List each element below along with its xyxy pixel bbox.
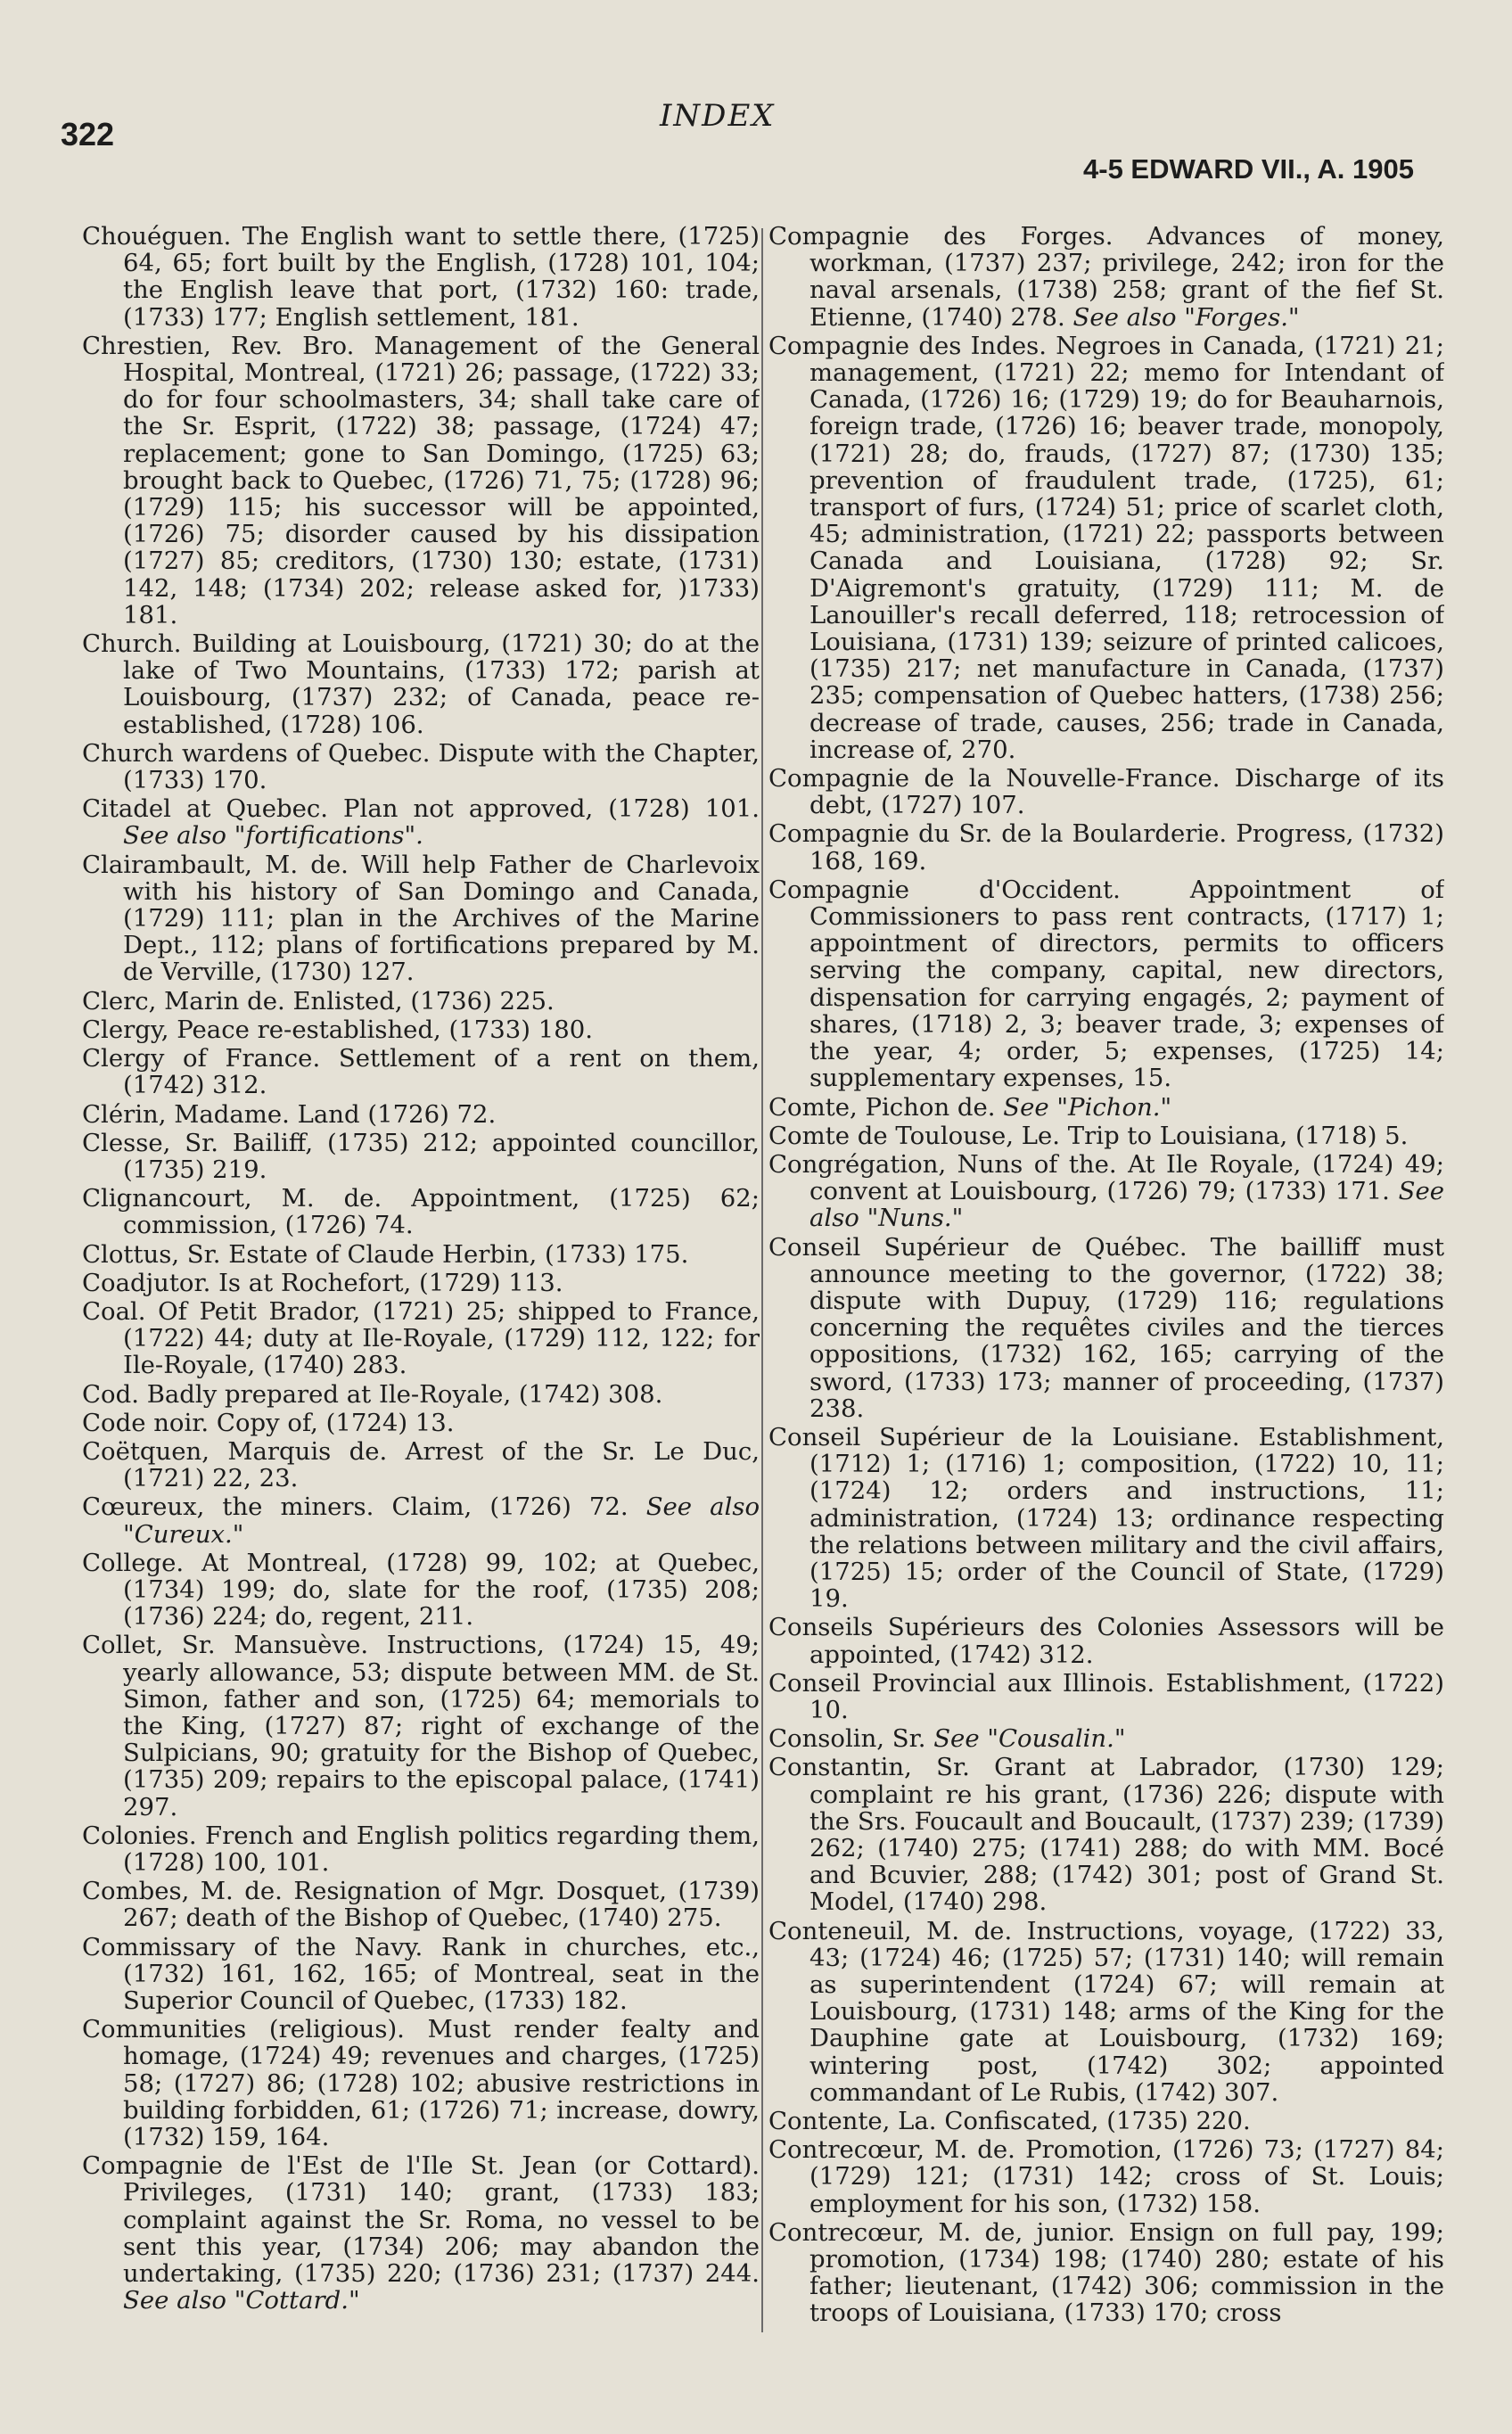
index-entry [768,1754,1444,1915]
index-entry [768,820,1444,874]
index-references: Estate of Claude Herbin, (1733) 175. [228,1239,689,1269]
index-references: Peace re-established, (1733) 180. [177,1015,593,1044]
index-references: Of Petit Brador, (1721) 25; shipped to France, (1722) 44; duty at Ile-Royale, (1729) 112, 122; for Ile-Royale, (1740) 283. [123,1296,760,1380]
index-term: Conseil Provincial aux Illinois. [768,1668,1155,1698]
index-entry [82,1045,760,1098]
index-term: Congrégation, Nuns of the. [768,1149,1117,1179]
index-term: Comte de Toulouse, Le. [768,1121,1061,1150]
index-references: Is at Rochefort, (1729) 113. [218,1268,563,1297]
see-also-reference: See also "Nuns." [809,1177,1444,1233]
index-term: Clérin, Madame. [82,1099,290,1129]
index-references: French and English politics regarding them, (1728) 100, 101. [123,1821,760,1877]
see-also-reference: See "Cousalin." [933,1724,1126,1754]
index-term: Contente, La. [768,2107,937,2136]
index-column-right [768,223,1444,2389]
index-term: Conseil Supérieur de la Louisiane. [768,1422,1240,1451]
index-entry [82,333,760,629]
index-entry [768,876,1444,1092]
index-term: Clerc, Marin de. [82,986,285,1016]
index-entry [82,630,760,738]
index-term: Communities (religious). [82,2015,405,2044]
see-also-reference: See "Pichon." [1003,1092,1172,1122]
index-references: Progress, (1732) 168, 169. [809,819,1444,876]
index-references: Settlement of a rent on them, (1742) 312. [123,1044,760,1100]
index-term: Contrecœur, M. de, junior. [768,2217,1115,2247]
index-entry [82,1878,760,1931]
index-entry [82,1934,760,2015]
index-entry [768,1918,1444,2106]
index-references: Assessors will be appointed, (1742) 312. [809,1613,1444,1669]
index-entry [768,1614,1444,1667]
index-references: Grant at Labrador, (1730) 129; complaint re his grant, (1736) 226; dispute with the Srs. Foucault and Boucault, (1737) 239; (1739) 262; (1740) 275; (1741) 288; do with MM. Bocé and Bcuvier, 288; (1742) 301; post of Grand St. Model, (1740) 298. [809,1753,1444,1917]
index-term: Contrecœur, M. de. [768,2135,1015,2165]
running-head: INDEX [660,98,776,134]
index-term: Chouéguen. [82,223,232,251]
index-term: Clergy, [82,1015,169,1044]
index-references: Ensign on full pay, 199; promotion, (1734) 198; (1740) 280; estate of his father; lieutenant, (1742) 306; commission in the troops of Louisiana, (1733) 170; cross [809,2217,1444,2328]
index-entry [82,851,760,986]
index-entry [82,1101,760,1128]
index-entry [82,1270,760,1296]
index-term: Collet, Sr. Mansuève. [82,1631,369,1660]
index-term: Conseils Supérieurs des Colonies [768,1613,1204,1642]
index-entry [768,1725,1444,1752]
index-term: Coëtquen, Marquis de. [82,1436,388,1466]
index-term: Clignancourt, M. de. [82,1184,382,1213]
see-also-reference: See also "Cottard." [123,2286,360,2315]
see-also-reference: See also "fortifications". [123,821,423,851]
index-references: Management of the General Hospital, Montreal, (1721) 26; passage, (1722) 33; do for four schoolmasters, 34; shall take care of the Sr. Esprit, (1722) 38; passage, (1724) 47; replacement; gone to San Domingo, (1725) 63; brought back to Quebec, (1726) 71, 75; (1728) 96; (1729) 115; his successor will be appointed, (1726) 75; disorder caused by his dissipation (1727) 85; creditors, (1730) 130; estate, (1731) 142, 148; (1734) 202; release asked for, )1733) 181. [123,331,760,629]
index-entry [768,1151,1444,1232]
index-entry [82,223,760,331]
index-term: Cod. [82,1379,139,1409]
index-references: Dispute with the Chapter, (1733) 170. [123,738,760,795]
index-term: Cœureux, the miners. [82,1492,374,1522]
index-term: Clairambault, M. de. [82,850,349,879]
index-entry [768,765,1444,818]
edition-line: 4-5 EDWARD VII., A. 1905 [1083,153,1414,185]
index-references: Copy of, (1724) 13. [216,1408,455,1437]
index-term: Code noir. [82,1408,210,1437]
index-term: Coal. [82,1296,146,1326]
index-entry [82,988,760,1015]
index-references: Arrest of the Sr. Le Duc, (1721) 22, 23. [123,1436,760,1493]
index-entry [768,333,1444,763]
index-term: Combes, M. de. [82,1877,283,1906]
index-term: Compagnie des Indes. [768,331,1047,360]
page-number: 322 [61,116,115,152]
index-entry [82,1241,760,1268]
index-term: Commissary of the Navy. [82,1932,423,1961]
index-entry [82,2016,760,2150]
index-entry [768,1094,1444,1121]
index-entry [82,1130,760,1183]
index-term: Compagnie de la Nouvelle-France. [768,764,1220,794]
index-entry [82,1410,760,1436]
index-references: Plan not approved, (1728) 101. [343,794,760,824]
index-entry [82,1298,760,1379]
index-references: Advances of money, workman, (1737) 237; privilege, 242; iron for the naval arsenals, (1738) 258; grant of the fief St. Etienne, (1740) 278. [809,223,1444,332]
index-term: Compagnie de l'Est de l'Ile St. Jean (or Cottard). [82,2151,760,2181]
index-entry [768,2108,1444,2134]
index-references: Enlisted, (1736) 225. [292,986,555,1016]
index-term: Compagnie du Sr. de la Boularderie. [768,819,1228,849]
index-entry [82,1016,760,1043]
index-term: Church wardens of Quebec. [82,738,431,768]
index-references: Land (1726) 72. [297,1099,497,1129]
index-references: Building at Louisbourg, (1721) 30; do at the lake of Two Mountains, (1733) 172; parish at Louisbourg, (1737) 232; of Canada, peace re-established, (1728) 106. [123,629,760,739]
index-term: Compagnie des Forges. [768,223,1113,251]
index-references: Negroes in Canada, (1721) 21; management, (1721) 22; memo for Intendant of Canada, (1726) 16; (1729) 19; do for Beauharnois, foreign trade, (1726) 16; beaver trade, monopoly, (1721) 28; do, frauds, (1727) 87; (1730) 135; prevention of fraudulent trade, (1725), 61; transport of furs, (1724) 51; price of scarlet cloth, 45; administration, (1721) 22; passports between Canada and Louisiana, (1728) 92; Sr. D'Aigremont's gratuity, (1729) 111; M. de Lanouiller's recall deferred, 118; retrocession of Louisiana, (1731) 139; seizure of printed calicoes, (1735) 217; net manufacture in Canada, (1737) 235; compensation of Quebec hatters, (1738) 256; decrease of trade, causes, 256; trade in Canada, increase of, 270. [809,331,1444,764]
index-term: Chrestien, Rev. Bro. [82,331,355,360]
index-references: Privileges, (1731) 140; grant, (1733) 183; complaint against the Sr. Roma, no vessel to be sent this year, (1734) 206; may abandon the undertaking, (1735) 220; (1736) 231; (1737) 244. [123,2178,760,2289]
index-term: Conseil Supérieur de Québec. [768,1232,1187,1262]
index-references: Claim, (1726) 72. [391,1492,629,1522]
index-references: Establishment, (1722) 10. [809,1668,1444,1724]
column-divider [761,228,763,2332]
index-references: Trip to Louisiana, (1718) 5. [1067,1121,1409,1150]
see-also-reference: See also "Cureux." [123,1492,760,1549]
index-term: Comte, Pichon de. [768,1092,996,1122]
index-term: Citadel at Quebec. [82,794,329,824]
index-term: Clottus, Sr. [82,1239,221,1269]
index-entry [82,795,760,849]
index-references: Establishment, (1712) 1; (1716) 1; composition, (1722) 10, 11; (1724) 12; orders and instructions, 11; administration, (1724) 13; ordinance respecting the relations between military and the civil affairs, (1725) 15; order of the Council of State, (1729) 19. [809,1422,1444,1614]
index-term: Clergy of France. [82,1044,321,1073]
index-references: The bailliff must announce meeting to the governor, (1722) 38; dispute with Dupuy, (1729) 116; regulations concerning the requêtes civiles and the tierces oppositions, (1732) 162, 165; carrying of the sword, (1733) 173; manner of proceeding, (1737) 238. [809,1232,1444,1423]
index-entry [82,1438,760,1492]
see-also-reference: See also "Forges." [1072,302,1300,332]
index-term: College. [82,1548,185,1577]
index-references: Rank in churches, etc., (1732) 161, 162, 165; of Montreal, seat in the Superior Council of Quebec, (1733) 182. [123,1932,760,2015]
index-term: Clesse, Sr. [82,1128,218,1157]
index-entry [768,2219,1444,2327]
index-entry [768,1122,1444,1149]
index-entry [768,223,1444,331]
index-term: Conteneuil, M. de. [768,1916,1013,1945]
index-entry [768,2136,1444,2217]
index-references: At Ile Royale, (1724) 49; convent at Louisbourg, (1726) 79; (1733) 171. [809,1149,1444,1206]
index-entry [82,1822,760,1876]
index-entry [82,740,760,794]
index-references: The English want to settle there, (1725) 64, 65; fort built by the English, (1728) 101, 104; the English leave that port, (1732) 160: trade, (1733) 177; English settlement, 181. [123,223,760,332]
index-references: Resignation of Mgr. Dosquet, (1739) 267; death of the Bishop of Quebec, (1740) 275. [123,1877,760,1933]
index-column-left [82,223,760,2389]
index-entry [768,1670,1444,1723]
index-references: At Montreal, (1728) 99, 102; at Quebec, (1734) 199; do, slate for the roof, (1735) 208; (1736) 224; do, regent, 211. [123,1548,760,1632]
index-term: Church. [82,629,182,659]
index-entry [768,1424,1444,1612]
index-references: Badly prepared at Ile-Royale, (1742) 308. [146,1379,663,1409]
index-references: Will help Father de Charlevoix with his history of San Domingo and Canada, (1729) 111; plan in the Archives of the Marine Dept., 112; plans of fortifications prepared by M. de Verville, (1730) 127. [123,850,760,987]
index-references: Appointment, (1725) 62; commission, (1726) 74. [123,1184,760,1240]
index-term: Coadjutor. [82,1268,211,1297]
index-references: Must render fealty and homage, (1724) 49; revenues and charges, (1725) 58; (1727) 86; (1728) 102; abusive restrictions in building forbidden, 61; (1726) 71; increase, dowry, (1732) 159, 164. [123,2015,760,2152]
index-term: Constantin, Sr. [768,1753,970,1782]
index-entry [768,1234,1444,1422]
index-references: Appointment of Commissioners to pass rent contracts, (1717) 1; appointment of directors, permits to officers serving the company, capital, new directors, dispensation for carrying engagés, 2; payment of shares, (1718) 2, 3; beaver trade, 3; expenses of the year, 4; order, 5; expenses, (1725) 14; supplementary expenses, 15. [809,875,1444,1093]
index-references: Bailiff, (1735) 212; appointed councillor, (1735) 219. [123,1128,760,1184]
index-references: Confiscated, (1735) 220. [944,2107,1251,2136]
index-entry [82,1632,760,1820]
index-references: Instructions, (1724) 15, 49; yearly allowance, 53; dispute between MM. de St. Simon, father and son, (1725) 64; memorials to the King, (1727) 87; right of exchange of the Sulpicians, 90; gratuity for the Bishop of Quebec, (1735) 209; repairs to the episcopal palace, (1741) 297. [123,1631,760,1821]
index-entry [82,1381,760,1408]
index-term: Consolin, Sr. [768,1724,926,1754]
index-term: Colonies. [82,1821,197,1850]
index-entry [82,1493,760,1547]
index-references: Instructions, voyage, (1722) 33, 43; (1724) 46; (1725) 57; (1731) 140; will remain as superintendent (1724) 67; will remain at Louisbourg, (1731) 148; arms of the King for the Dauphine gate at Louisbourg, (1732) 169; wintering post, (1742) 302; appointed commandant of Le Rubis, (1742) 307. [809,1916,1444,2107]
index-entry [82,1550,760,1631]
index-term: Compagnie d'Occident. [768,875,1121,904]
index-references: Discharge of its debt, (1727) 107. [809,764,1444,820]
index-entry [82,2152,760,2314]
index-references: Promotion, (1726) 73; (1727) 84; (1729) 121; (1731) 142; cross of St. Louis; employment for his son, (1732) 158. [809,2135,1444,2218]
index-entry [82,1185,760,1238]
